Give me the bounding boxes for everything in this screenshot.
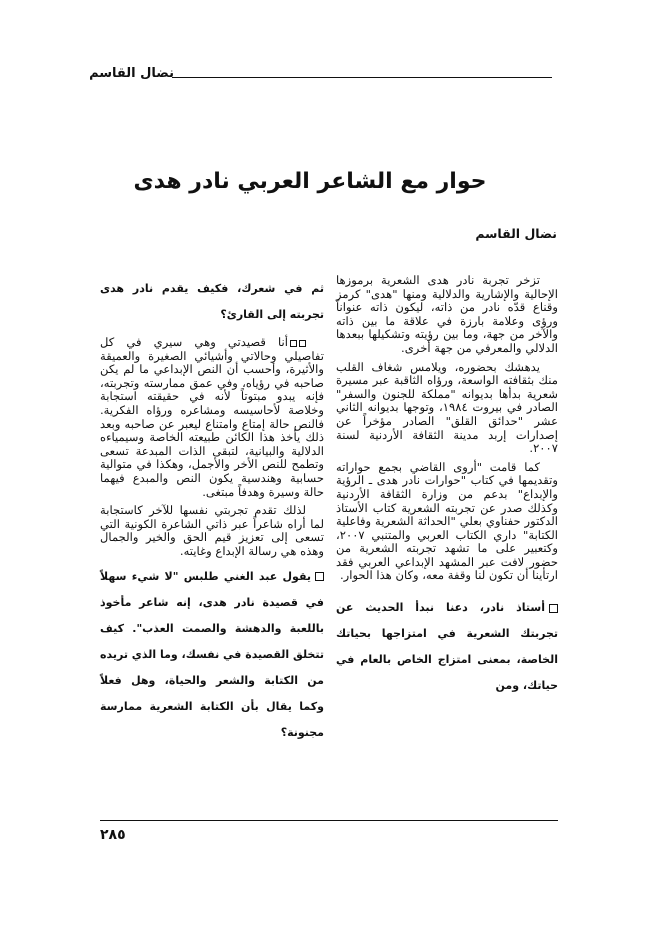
right-column bbox=[336, 274, 558, 707]
answer-square-icon bbox=[290, 340, 297, 347]
question-square-icon bbox=[549, 604, 558, 613]
question-1-text: أستاذ نادر، دعنا نبدأ الحديث عن تجربتك الشعرية في امتزاجها بحياتك الخاصة، بمعنى امتزاج الخاص بالعام في حياتك، ومن bbox=[336, 601, 558, 693]
intro-paragraph-1: تزخر تجربة نادر هدى الشعرية برموزها الإحالية والإشارية والدلالية ومنها "هدى" كرمز وقناع قدّه نادر من ذاته، ليكون ذاته عنواناً ورؤى وعلامة بارزة في علاقة ما بين ذاته والآخر من جهة، وما بين رؤيته وتشكيلها ببعدها الدلالي والمعرفي من جهة أخرى. bbox=[336, 273, 558, 355]
answer-square-icon bbox=[299, 340, 306, 347]
page-number: ٢٨٥ bbox=[100, 827, 126, 843]
question-square-icon bbox=[315, 572, 324, 581]
question-2-text: يقول عبد الغني طلبس "لا شيء سهلاً في قصيدة نادر هدى، إنه شاعر مأخوذ باللعبة والدهشة والصمت العذب". كيف تتخلق القصيدة في نفسك، وما الذي تريده من الكتابة والشعر والحياة، وهل فعلاً وكما يقال بأن الكتابة الشعرية ممارسة مجنونة؟ bbox=[100, 569, 324, 739]
header-rule bbox=[172, 77, 552, 78]
interview-question-2 bbox=[100, 564, 324, 746]
answer-1-text: أنا قصيدتي وهي سيري في كل تفاصيلي وحالاتي وأشيائي الصغيرة والعميقة والأثيرة، وأحسب أن النص الإبداعي ما لم يكن صاحبه في رؤياه، وفي عمق ممارسته وتجربته، فإنه يبدو مبتوتاً لأنه في حقيقته استجابة وخلاصة لأحاسيسه ومشاعره ورؤاه الفكرية. فالنص حالة إمتاع وامتناع ليعبر عن صاحبه وبعد ذلك يأخذ هذا الكائن طبيعته الخاصة وسيمياءه الدلالية والبيانية، لتبقى الذات المبدعة تسعى وتطمح للنص الأخر والأجمل، وهكذا في متوالية حسابية وهندسية يكون النص والمبدع فيهما حالة وسيرة وهدفاً مبتغى. bbox=[100, 335, 324, 499]
footer-rule bbox=[100, 820, 558, 821]
answer-paragraph-1 bbox=[100, 336, 324, 499]
left-column bbox=[100, 276, 324, 754]
article-title: حوار مع الشاعر العربي نادر هدى bbox=[133, 169, 487, 194]
answer-paragraph-2: لذلك تقدم تجربتي نفسها للآخر كاستجابة لما أراه شاعراً عبر ذاتي الشاعرة الكونية التي تسعى إلى تعزيز قيم الحق والخير والجمال وهذه هي رسالة الإبداع وغايته. bbox=[100, 503, 324, 558]
running-header-author: نضال القاسم bbox=[89, 66, 174, 81]
article-byline: نضال القاسم bbox=[475, 226, 557, 241]
interview-question-1-continued: ثم في شعرك، فكيف يقدم نادر هدى تجربته إلى القارئ؟ bbox=[100, 282, 324, 321]
intro-paragraph-2: يدهشك بحضوره، ويلامس شغاف القلب منك بثقافته الواسعة، ورؤاه الثاقبة عبر مسيرة شعرية بدأها بديوانه "مملكة للجنون والسفر" الصادر في بيروت ١٩٨٤، وتوجها بديوانه الثاني عشر "حدائق القلق" الصادر مؤخراً عن إصدارات إربد مدينة الثقافة الأردنية لسنة ٢٠٠٧. bbox=[336, 359, 558, 456]
interview-question-1 bbox=[336, 595, 558, 699]
intro-paragraph-3: كما قامت "أروى القاضي بجمع حواراته وتقديمها في كتاب "حوارات نادر هدى ـ الرؤية والإبداع" بدعم من وزارة الثقافة الأردنية وكذلك صدر عن تجربته الشعرية كتاب الأستاذ الدكتور حفناوي بعلي "الحداثة الشعرية وفاعلية الكتابة" داري الكتاب العربي والمتنبي ٢٠٠٧، وكتعبير على ما تشهد تجربته الشعرية من حضور لافت عبر المشهد الإبداعي العربي فقد ارتأينا أن تكون لنا وقفة معه، وكان هذا الحوار. bbox=[336, 459, 558, 583]
